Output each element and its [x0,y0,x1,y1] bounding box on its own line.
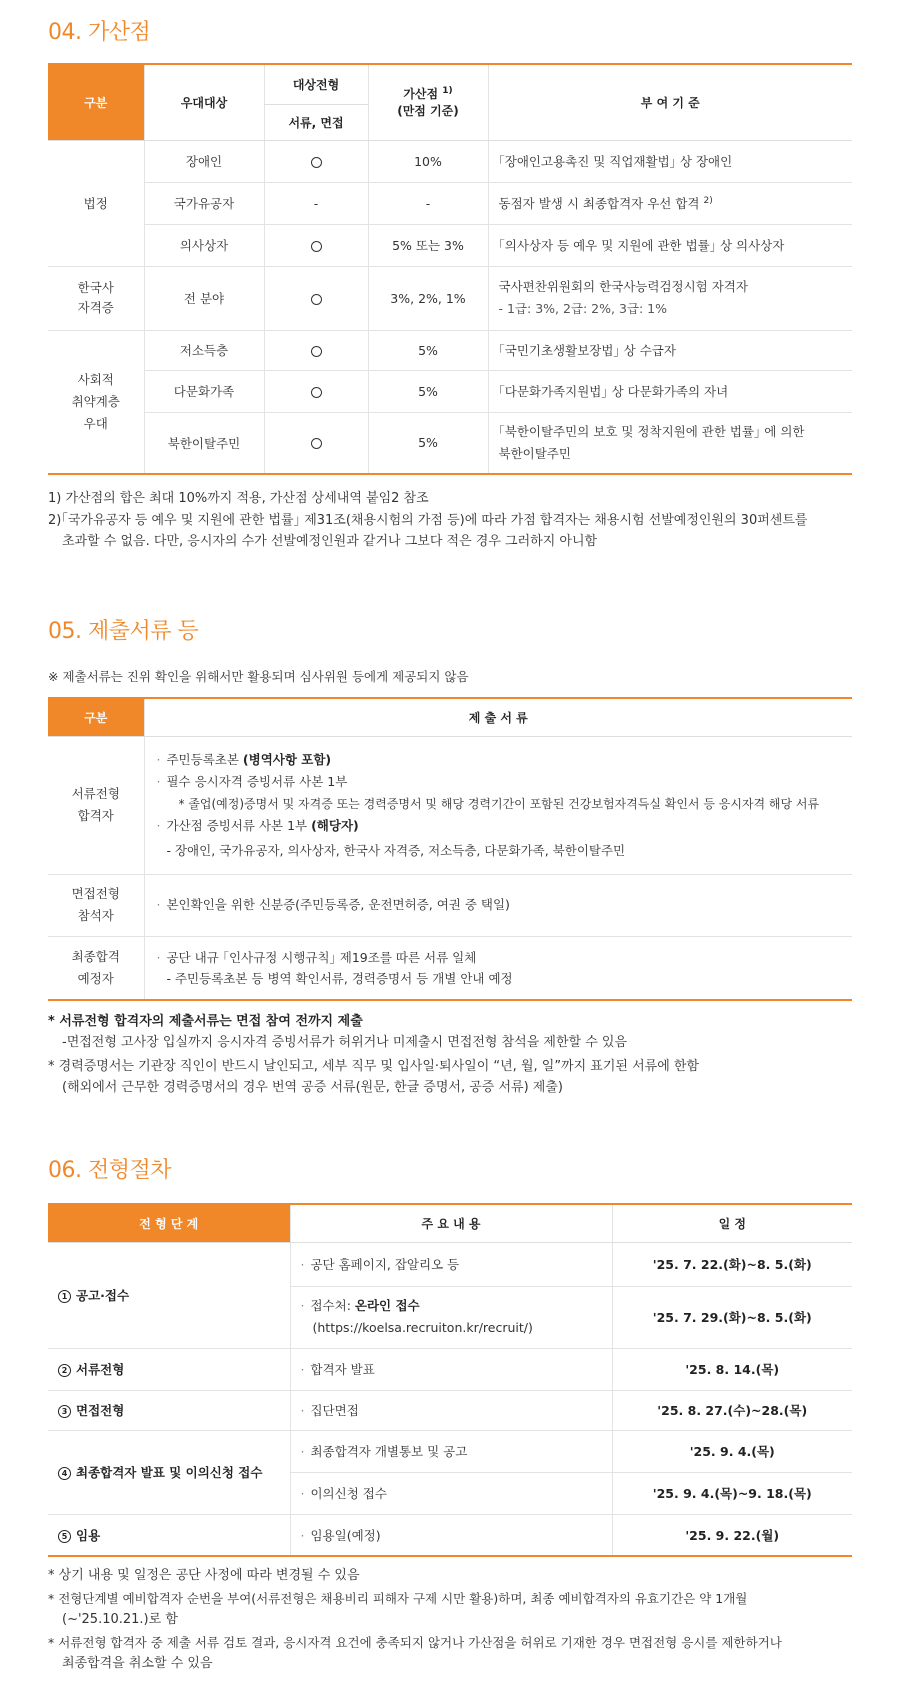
section-title-bonus: 04. 가산점 [48,20,151,45]
note: * 서류전형 합격자의 제출서류는 면접 참여 전까지 제출 [48,1014,363,1029]
row-target: 장애인 [144,140,264,182]
row-label: 최종합격 예정자 [71,948,120,986]
schedule-cell: '25. 9. 4.(목)~9. 18.(목) [612,1472,852,1514]
table-row [48,182,852,224]
content-cell: · 집단면접 [290,1390,612,1430]
header-content: 주 요 내 용 [290,1204,612,1242]
note: 1) 가산점의 합은 최대 10%까지 적용, 가산점 상세내역 붙임2 참조 [48,491,429,506]
row-criteria: 동점자 발생 시 최종합격자 우선 합격 $^{2)}$ [488,182,852,224]
table-row [48,140,852,182]
header-stage-sub: 서류, 면접 [264,104,368,140]
stage-cell: 1 공고·접수 [48,1242,290,1348]
row-label: 면접전형 참석자 [48,874,144,936]
header-criteria: 부 여 기 준 [488,64,852,140]
header-target: 우대대상 [144,64,264,140]
row-stage: - [264,182,368,224]
row-criteria: ｢북한이탈주민의 보호 및 정착지원에 관한 법률｣ 에 의한 북한이탈주민 [488,412,852,474]
row-stage [264,330,368,370]
content-cell: · 이의신청 접수 [290,1472,612,1514]
row-stage [264,370,368,412]
header-schedule: 일 정 [612,1204,852,1242]
table-row [48,412,852,474]
header-stage: 전 형 단 계 [48,1204,290,1242]
header-docs: 제 출 서 류 [144,698,852,736]
row-points: - [368,182,488,224]
schedule-cell: '25. 7. 22.(화)~8. 5.(화) [612,1242,852,1286]
row-points: 5% [368,330,488,370]
row-stage [264,412,368,474]
row-docs: · 주민등록초본 (병역사항 포함) · 필수 응시자격 증빙서류 사본 1부 * 졸업(예정)증명서 및 자격증 또는 경력증명서 및 해당 경력기간이 포함된 건강보험자격득실 확인서 등 응시자격 해당 서류 · 가산점 증빙서류 사본 1부 (해당자) - 장애인, 국가유공자, 의사상자, 한국사 자격증, 저소득층, 다문화가족, 북한이탈주민 [144,736,852,874]
row-stage [264,140,368,182]
group-legal: 법정 [48,140,144,266]
table-row [48,1242,852,1286]
table-row [48,874,852,936]
row-criteria: ｢다문화가족지원법｣ 상 다문화가족의 자녀 [488,370,852,412]
row-criteria: ｢국민기초생활보장법｣ 상 수급자 [488,330,852,370]
row-label: 서류전형 합격자 [48,736,144,874]
table-row [48,736,852,874]
table-row [48,1348,852,1390]
note: (해외에서 근무한 경력증명서의 경우 번역 공증 서류(원문, 한글 증명서, 공증 서류) 제출) [62,1080,563,1095]
circle-icon [311,387,322,398]
stage-cell: 4 최종합격자 발표 및 이의신청 접수 [48,1430,290,1514]
row-points: 3%, 2%, 1% [368,266,488,330]
row-target: 전 분야 [144,266,264,330]
note: 최종합격을 취소할 수 있음 [62,1656,213,1671]
row-criteria: ｢장애인고용촉진 및 직업재활법｣ 상 장애인 [488,140,852,182]
row-target: 국가유공자 [144,182,264,224]
table-row [48,266,852,330]
table-row [48,330,852,370]
header-stage: 대상전형 [264,64,368,104]
row-target: 다문화가족 [144,370,264,412]
process-table [48,1203,852,1557]
row-points: 5% [368,370,488,412]
circle-icon [311,241,322,252]
table-row [48,370,852,412]
content-cell: · 임용일(예정) [290,1514,612,1556]
schedule-cell: '25. 8. 14.(목) [612,1348,852,1390]
stage-cell: 3 면접전형 [48,1390,290,1430]
note: * 전형단계별 예비합격자 순번을 부여(서류전형은 채용비리 피해자 구제 시만 활용)하며, 최종 예비합격자의 유효기간은 약 1개월 [48,1591,748,1606]
table-row [48,1430,852,1472]
circle-icon [311,294,322,305]
schedule-cell: '25. 9. 4.(목) [612,1430,852,1472]
content-cell: · 공단 홈페이지, 잡알리오 등 [290,1242,612,1286]
note: * 상기 내용 및 일정은 공단 사정에 따라 변경될 수 있음 [48,1568,360,1583]
row-target: 북한이탈주민 [144,412,264,474]
section-title-documents: 05. 제출서류 등 [48,619,199,644]
process-notes [48,1565,852,1674]
group-social: 사회적 취약계층 우대 [48,330,144,474]
documents-table [48,697,852,1001]
stage-cell: 2 서류전형 [48,1348,290,1390]
content-cell: · 합격자 발표 [290,1348,612,1390]
stage-cell: 5 임용 [48,1514,290,1556]
section-title-process: 06. 전형절차 [48,1158,171,1183]
documents-intro: ※ 제출서류는 진위 확인을 위해서만 활용되며 심사위원 등에게 제공되지 않음 [48,669,469,684]
circle-icon [311,157,322,168]
table-row [48,936,852,1000]
row-target: 저소득층 [144,330,264,370]
documents-notes [48,1011,852,1098]
bonus-notes [48,488,852,552]
note: * 서류전형 합격자 중 제출 서류 검토 결과, 응시자격 요건에 충족되지 않거나 가산점을 허위로 기재한 경우 면접전형 응시를 제한하거나 [48,1635,782,1650]
row-stage [264,224,368,266]
row-points: 5% 또는 3% [368,224,488,266]
circle-icon [311,346,322,357]
schedule-cell: '25. 7. 29.(화)~8. 5.(화) [612,1286,852,1348]
row-points: 5% [368,412,488,474]
note: 초과할 수 없음. 다만, 응시자의 수가 선발예정인원과 같거나 그보다 적은 경우 그러하지 아니함 [62,534,598,549]
content-cell: · 최종합격자 개별통보 및 공고 [290,1430,612,1472]
row-target: 의사상자 [144,224,264,266]
note: 2)｢국가유공자 등 예우 및 지원에 관한 법률｣ 제31조(채용시험의 가점 등)에 따라 가점 합격자는 채용시험 선발예정인원의 30퍼센트를 [48,513,808,528]
table-row [48,224,852,266]
bonus-table [48,63,852,475]
row-stage [264,266,368,330]
row-docs: · 본인확인을 위한 신분증(주민등록증, 운전면허증, 여권 중 택일) [144,874,852,936]
header-points: 가산점 $^{1)}$ (만점 기준) [368,64,488,140]
table-row [48,1514,852,1556]
header-category: 구분 [48,698,144,736]
row-criteria: ｢의사상자 등 예우 및 지원에 관한 법률｣ 상 의사상자 [488,224,852,266]
content-cell: · 접수처: 온라인 접수 (https://koelsa.recruiton.kr/recruit/) [290,1286,612,1348]
header-category: 구분 [48,64,144,140]
row-criteria: 국사편찬위원회의 한국사능력검정시험 자격자 - 1급: 3%, 2급: 2%, 3급: 1% [488,266,852,330]
group-history: 한국사 자격증 [48,266,144,330]
note: * 경력증명서는 기관장 직인이 반드시 날인되고, 세부 직무 및 입사일·퇴사일이 “년, 월, 일”까지 표기된 서류에 한함 [48,1059,700,1074]
note: -면접전형 고사장 입실까지 응시자격 증빙서류가 허위거나 미제출시 면접전형 참석을 제한할 수 있음 [62,1035,628,1050]
circle-icon [311,438,322,449]
row-docs: · 공단 내규 ｢인사규정 시행규칙｣ 제19조를 따른 서류 일체 - 주민등록초본 등 병역 확인서류, 경력증명서 등 개별 안내 예정 [144,936,852,1000]
schedule-cell: '25. 8. 27.(수)~28.(목) [612,1390,852,1430]
note: (~'25.10.21.)로 함 [62,1612,178,1627]
schedule-cell: '25. 9. 22.(월) [612,1514,852,1556]
row-points: 10% [368,140,488,182]
table-row [48,1390,852,1430]
